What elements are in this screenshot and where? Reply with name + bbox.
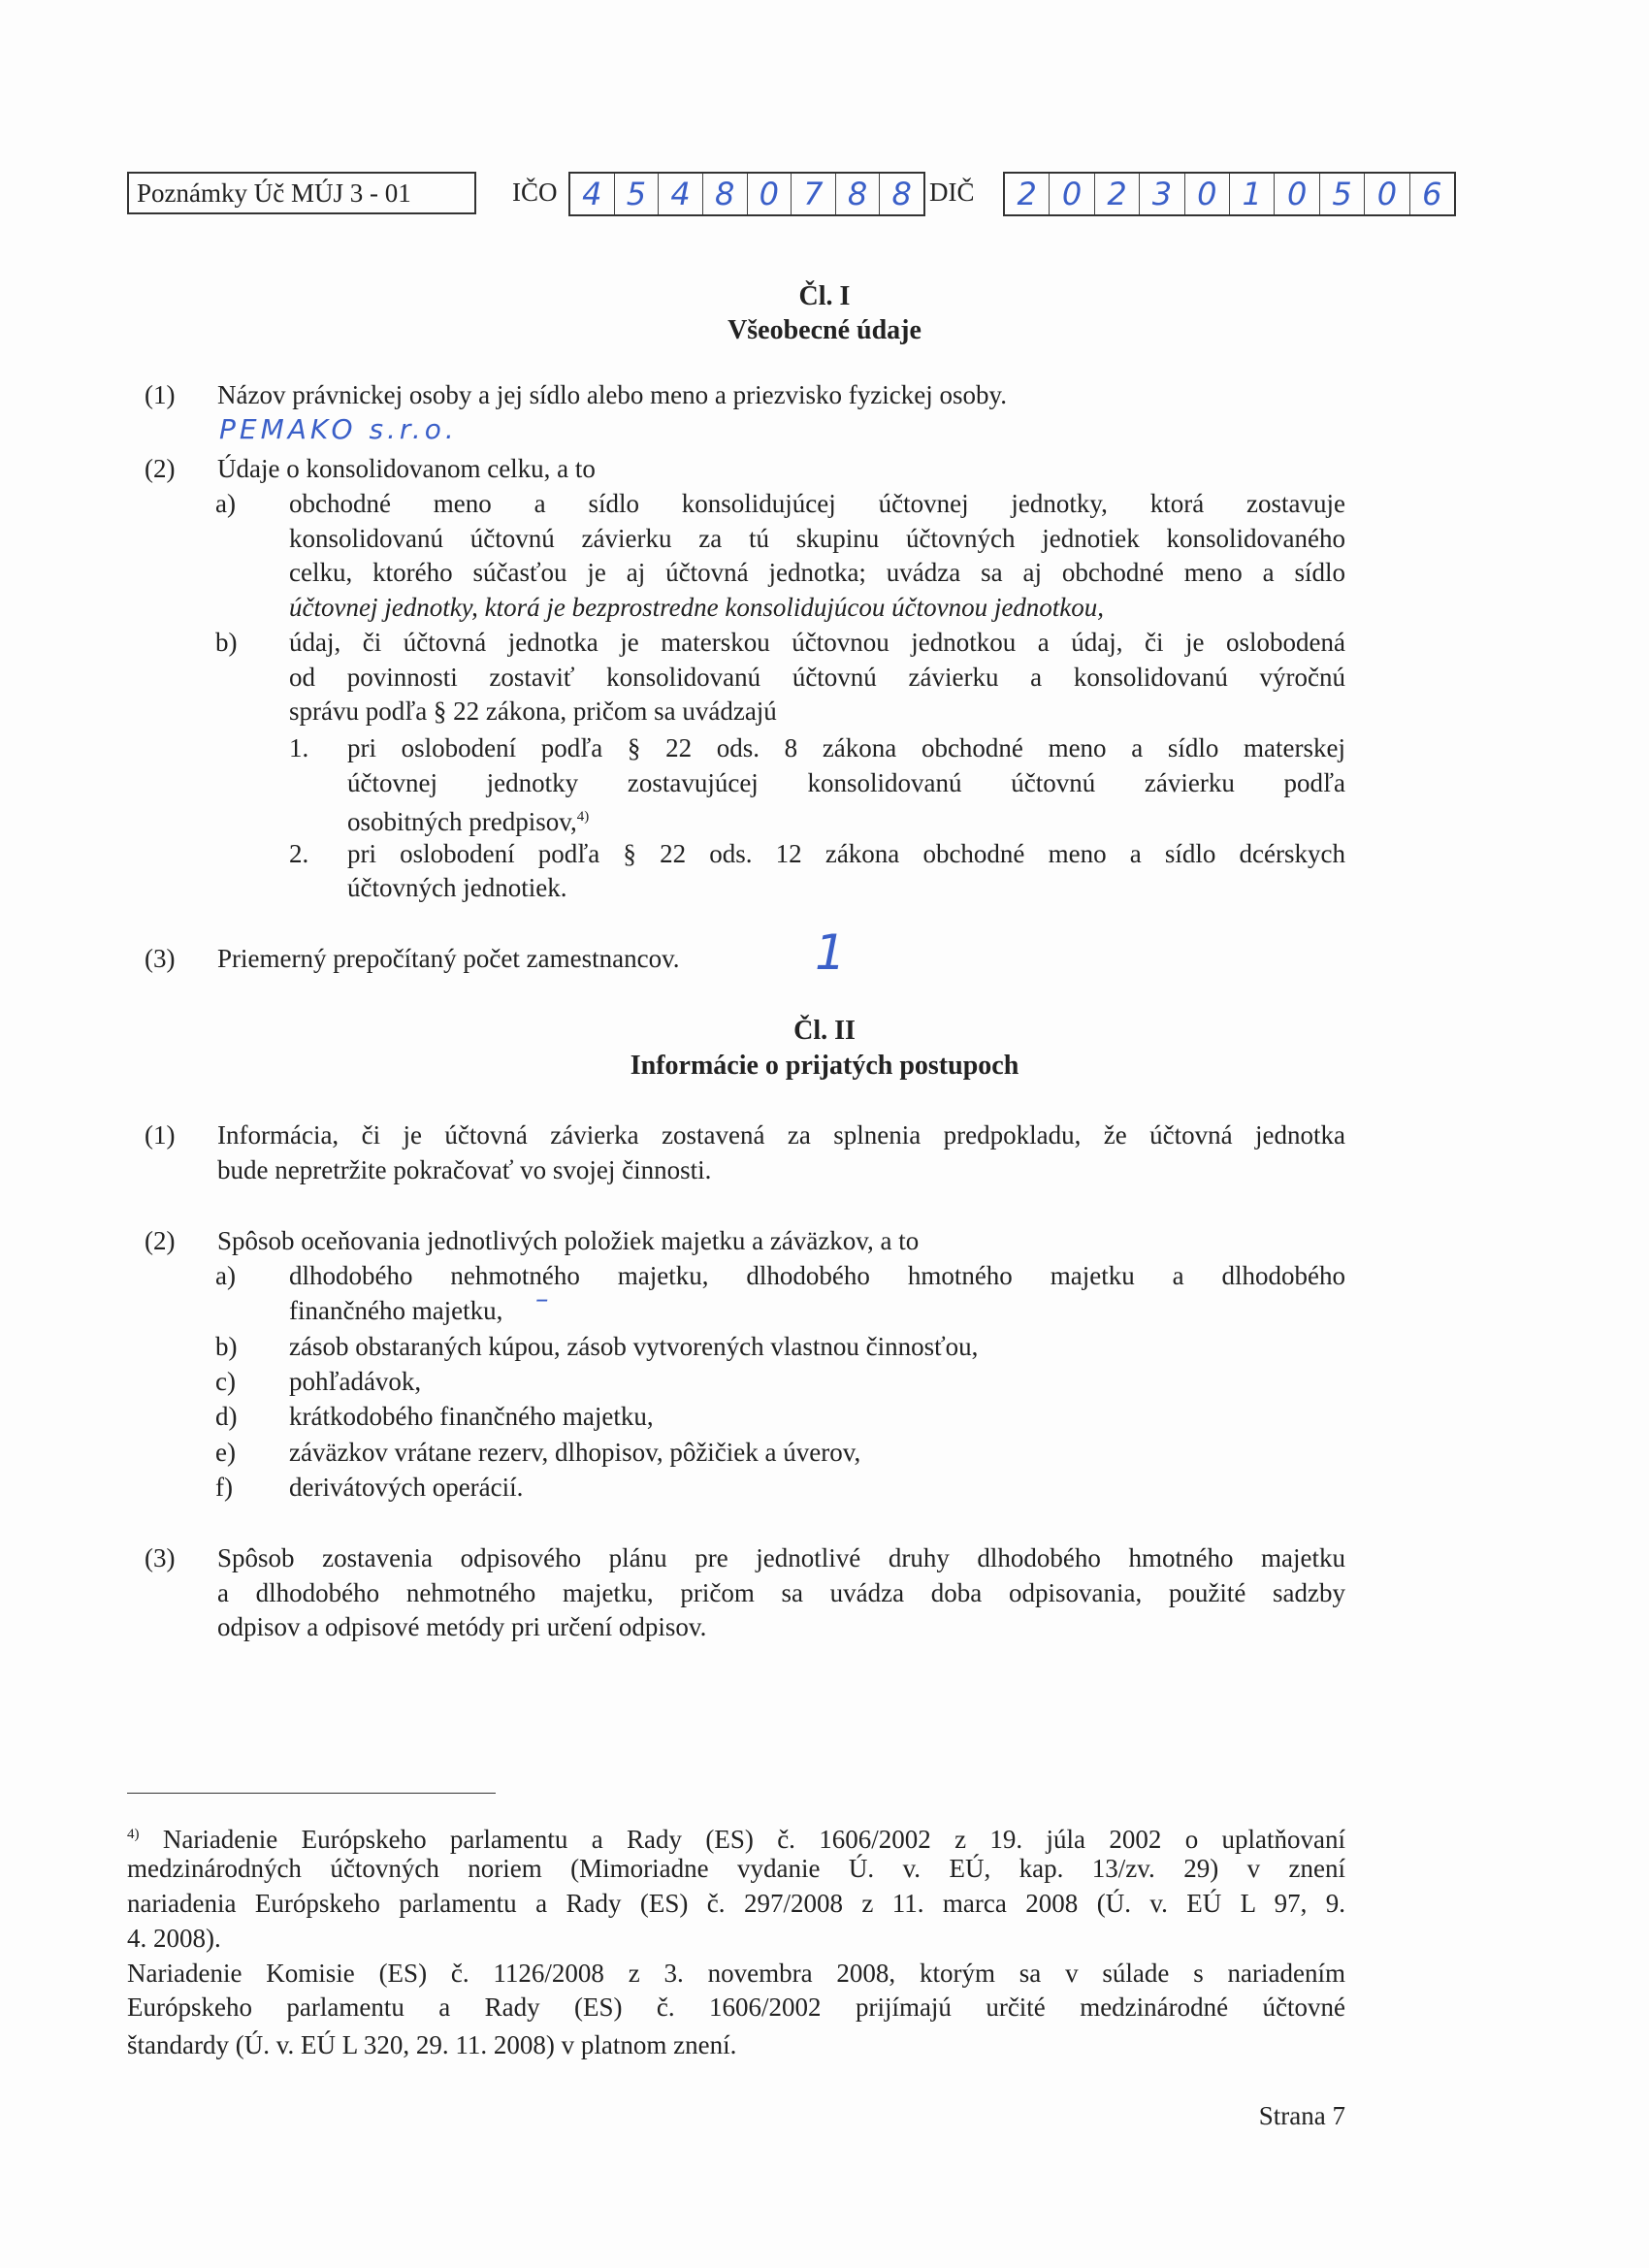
dic-digit: 2 <box>1095 174 1140 214</box>
ico-label: IČO <box>512 178 558 207</box>
subitem-label: 1. <box>289 733 309 762</box>
item-line: správu podľa § 22 zákona, pričom sa uvádzajú <box>289 697 777 726</box>
dic-digit: 3 <box>1140 174 1184 214</box>
item-line: dlhodobého nehmotného majetku, dlhodobého hmotného majetku a dlhodobého <box>289 1261 1345 1290</box>
footnote-line: Nariadenie Komisie (ES) č. 1126/2008 z 3. novembra 2008, ktorým sa v súlade s nariadením <box>127 1959 1345 1988</box>
ico-digit: 8 <box>703 174 748 214</box>
dic-digit: 0 <box>1050 174 1094 214</box>
paragraph-number: (2) <box>145 1226 176 1255</box>
subitem-label: 2. <box>289 839 309 868</box>
item-label: b) <box>215 1332 238 1361</box>
article-2-title: Informácie o prijatých postupoch <box>630 1051 1019 1081</box>
article-2-heading: Čl. II <box>793 1016 856 1046</box>
footnote-line: Európskeho parlamentu a Rady (ES) č. 1606/2002 prijímajú určité medzinárodné účtovné <box>127 1993 1345 2022</box>
paragraph-number: (3) <box>145 944 176 973</box>
paragraph-line: Informácia, či je účtovná závierka zostavená za splnenia predpokladu, že účtovná jednotka <box>217 1120 1345 1150</box>
item-line: údaj, či účtovná jednotka je materskou účtovnou jednotkou a údaj, či je oslobodená <box>289 628 1345 657</box>
ico-digit: 8 <box>891 176 912 212</box>
subitem-line <box>347 799 589 834</box>
dic-label: DIČ <box>929 178 975 207</box>
paragraph-number: (2) <box>145 454 176 483</box>
ico-digit: 0 <box>748 174 792 214</box>
ico-digit: 5 <box>615 174 660 214</box>
footnote-reference: 4) <box>576 809 590 825</box>
page-number: Strana 7 <box>1258 2101 1345 2130</box>
ico-field <box>568 172 925 216</box>
article-1-title: Všeobecné údaje <box>728 315 922 345</box>
subitem-line: pri oslobodení podľa § 22 ods. 8 zákona obchodné meno a sídlo materskej <box>347 733 1345 762</box>
footnote-line: nariadenia Európskeho parlamentu a Rady (ES) č. 297/2008 z 11. marca 2008 (Ú. v. EÚ L 97, 9. <box>127 1889 1345 1918</box>
item-label: c) <box>215 1367 236 1396</box>
item-line: finančného majetku, <box>289 1296 503 1325</box>
footnote-text: Nariadenie Európskeho parlamentu a Rady (ES) č. 1606/2002 z 19. júla 2002 o uplatňovaní <box>162 1825 1346 1854</box>
item-label: e) <box>215 1438 236 1467</box>
item-label: f) <box>215 1473 233 1502</box>
item-label: a) <box>215 1261 236 1290</box>
item-label: b) <box>215 628 238 657</box>
footnote-line: štandardy (Ú. v. EÚ L 320, 29. 11. 2008) v platnom znení. <box>127 2030 737 2059</box>
dic-digit: 0 <box>1185 174 1230 214</box>
handwritten-employee-count: 1 <box>815 924 846 981</box>
item-label: d) <box>215 1402 238 1431</box>
paragraph-line: Spôsob zostavenia odpisového plánu pre jednotlivé druhy dlhodobého hmotného majetku <box>217 1543 1345 1572</box>
footnote-mark: 4) <box>127 1827 140 1842</box>
item-line: od povinnosti zostaviť konsolidovanú účtovnú závierku a konsolidovanú výročnú <box>289 663 1345 692</box>
item-line: záväzkov vrátane rezerv, dlhopisov, pôžičiek a úverov, <box>289 1438 861 1467</box>
paragraph-text: Údaje o konsolidovanom celku, a to <box>217 454 596 483</box>
footnote-line: 4. 2008). <box>127 1924 221 1953</box>
handwritten-company-name: PEMAKO s.r.o. <box>219 413 458 445</box>
ico-digit: 7 <box>792 174 836 214</box>
ico-digit: 8 <box>836 174 881 214</box>
paragraph-text: Spôsob oceňovania jednotlivých položiek majetku a záväzkov, a to <box>217 1226 920 1255</box>
subitem-line: pri oslobodení podľa § 22 ods. 12 zákona obchodné meno a sídlo dcérskych <box>347 839 1345 868</box>
paragraph-number: (1) <box>145 1120 176 1150</box>
ico-digit: 4 <box>570 174 615 214</box>
item-line: krátkodobého finančného majetku, <box>289 1402 654 1431</box>
form-label-box <box>127 172 476 214</box>
ico-digit: 4 <box>659 174 703 214</box>
paragraph-text: Názov právnickej osoby a jej sídlo alebo meno a priezvisko fyzickej osoby. <box>217 380 1008 409</box>
paragraph-line: odpisov a odpisové metódy pri určení odpisov. <box>217 1612 707 1641</box>
subitem-line: účtovných jednotiek. <box>347 873 567 902</box>
handwritten-dash: – <box>535 1284 549 1314</box>
item-line: konsolidovanú účtovnú závierku za tú skupinu účtovných jednotiek konsolidovaného <box>289 524 1345 553</box>
item-line: účtovnej jednotky, ktorá je bezprostredne konsolidujúcou účtovnou jednotkou, <box>289 593 1105 622</box>
item-label: a) <box>215 489 236 518</box>
paragraph-text: Priemerný prepočítaný počet zamestnancov. <box>217 944 680 973</box>
paragraph-line: a dlhodobého nehmotného majetku, pričom sa uvádza doba odpisovania, použité sadzby <box>217 1578 1345 1607</box>
dic-digit: 0 <box>1365 174 1409 214</box>
item-line: zásob obstaraných kúpou, zásob vytvorených vlastnou činnosťou, <box>289 1332 979 1361</box>
paragraph-number: (1) <box>145 380 176 409</box>
subitem-text: osobitných predpisov, <box>347 807 577 836</box>
dic-digit: 0 <box>1275 174 1319 214</box>
article-1-heading: Čl. I <box>798 281 851 311</box>
item-line: celku, ktorého súčasťou je aj účtovná jednotka; uvádza sa aj obchodné meno a sídlo <box>289 558 1345 587</box>
item-line: pohľadávok, <box>289 1367 422 1396</box>
paragraph-number: (3) <box>145 1543 176 1572</box>
dic-field <box>1003 172 1456 216</box>
dic-digit: 6 <box>1422 176 1442 212</box>
form-label: Poznámky Úč MÚJ 3 - 01 <box>137 178 411 208</box>
paragraph-line: bude nepretržite pokračovať vo svojej činnosti. <box>217 1155 712 1184</box>
dic-digit: 2 <box>1005 174 1050 214</box>
item-line: obchodné meno a sídlo konsolidujúcej účtovnej jednotky, ktorá zostavuje <box>289 489 1345 518</box>
item-line: derivátových operácií. <box>289 1473 524 1502</box>
dic-digit: 5 <box>1320 174 1365 214</box>
subitem-line: účtovnej jednotky zostavujúcej konsolidovanú účtovnú závierku podľa <box>347 768 1345 797</box>
footnote-divider <box>127 1793 496 1794</box>
footnote-line: medzinárodných účtovných noriem (Mimoriadne vydanie Ú. v. EÚ, kap. 13/zv. 29) v znení <box>127 1854 1345 1883</box>
dic-digit: 1 <box>1230 174 1275 214</box>
footnote-line <box>127 1817 1345 1852</box>
